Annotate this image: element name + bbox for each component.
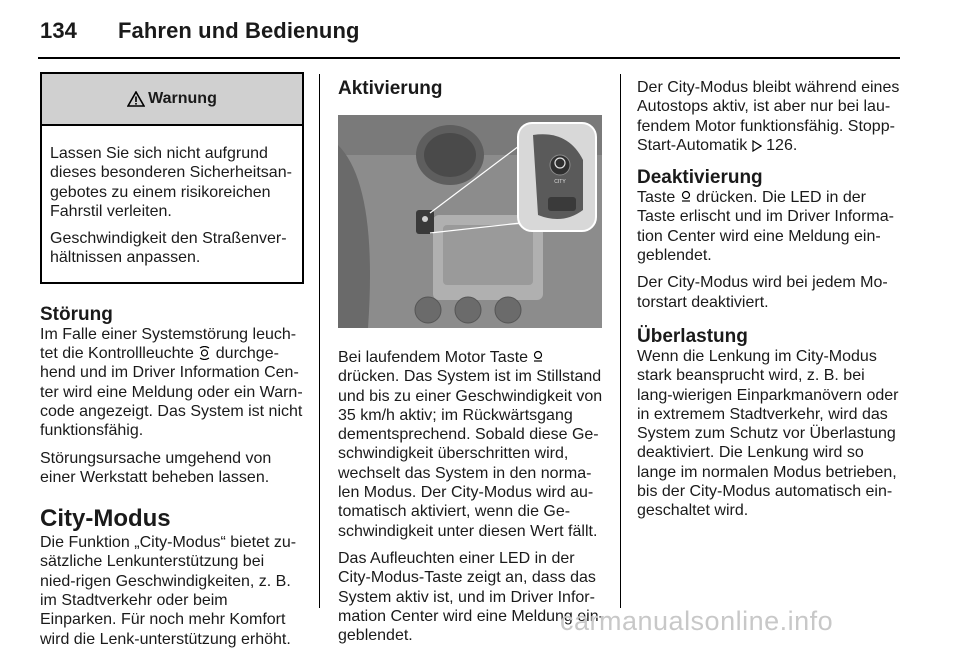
city-mode-button-icon [532,350,544,364]
warning-body [42,126,302,282]
dashboard-illustration [338,115,602,328]
section-heading-city-modus: City-Modus [40,505,171,533]
warning-box [40,72,304,284]
warning-header [42,74,302,126]
warning-text: Geschwindigkeit den Straßenver-hältnissen anpassen. [50,230,287,267]
warning-label: Warnung [148,90,217,108]
page-number: 134 [40,18,78,43]
city-button-label: CITY [554,179,566,185]
page-title: Fahren und Bedienung [118,18,360,43]
page-header [40,18,360,44]
column-divider [620,74,621,608]
header-rule [38,57,900,59]
column-left [40,72,304,657]
section-heading-stoerung: Störung [40,303,113,325]
warning-text: Lassen Sie sich nicht aufgrund dieses besonderen Sicherheitsan-gebotes zu einem risikoreichen Fahrstil verleiten. [50,145,292,220]
paragraph: Wenn die Lenkung im City-Modus stark beansprucht wird, z. B. bei lang-wierigen Einparkmanövern oder in extremem Stadtverkehr, wird das System zum Schutz vor Überlastung deaktiviert. Die Lenkung wird so lange im normalen Modus betrieben, bis der City-Modus automatisch ein-geschaltet wird. [637,347,899,520]
warning-triangle-icon [127,91,145,107]
paragraph: Im Falle einer Systemstörung leuch-tet die Kontrollleuchte durchge-hend und im Driver Information Cen-ter wird eine Meldung oder ein Warn-code angezeigt. Das System ist nicht funktionsfähig. [40,325,303,440]
paragraph: Störungsursache umgehend von einer Werkstatt beheben lassen. [40,449,272,486]
column-divider [319,74,320,608]
paragraph: Die Funktion „City-Modus“ bietet zu-sätzliche Lenkunterstützung bei nied-rigen Geschwindigkeiten, z. B. im Stadtverkehr oder beim Einparken. Für noch mehr Komfort wird die Lenk-unterstützung erhöht. [40,534,297,648]
watermark: carmanualsonline.info [560,606,834,636]
column-middle [338,72,604,653]
column-right [637,78,903,529]
section-heading-deaktivierung: Deaktivierung [637,167,763,189]
city-mode-button-icon [680,190,692,204]
paragraph: Der City-Modus bleibt während eines Autostops aktiv, ist aber nur bei lau-fendem Motor funktionsfähig. Stopp-Start-Automatik 126. [637,79,900,154]
section-heading-aktivierung: Aktivierung [338,78,443,99]
paragraph: Der City-Modus wird bei jedem Mo-torstart deaktiviert. [637,274,888,311]
paragraph: Bei laufendem Motor Taste drücken. Das System ist im Stillstand und bis zu einer Geschwindigkeit von 35 km/h aktiv; im Rückwärtsgang dementsprechend. Sobald diese Ge-schwindigkeit überschritten wird, wechselt das System in den norma-len Modus. Der City-Modus wird au-tomatisch aktiviert, wenn die Ge-schwindigkeit unter diesen Wert fällt. [338,349,603,540]
steering-warning-icon [198,346,211,360]
paragraph: Das Aufleuchten einer LED in der City-Modus-Taste zeigt an, dass das System aktiv ist, und im Driver Infor-mation Center wird eine Meldung ein-geblendet. [338,549,604,645]
section-heading-ueberlastung: Überlastung [637,325,748,347]
paragraph: Taste drücken. Die LED in der Taste erlischt und im Driver Informa-tion Center wird eine Meldung ein-geblendet. [637,189,894,265]
dashboard-drawing [338,115,602,328]
page-reference-arrow-icon [752,140,762,152]
